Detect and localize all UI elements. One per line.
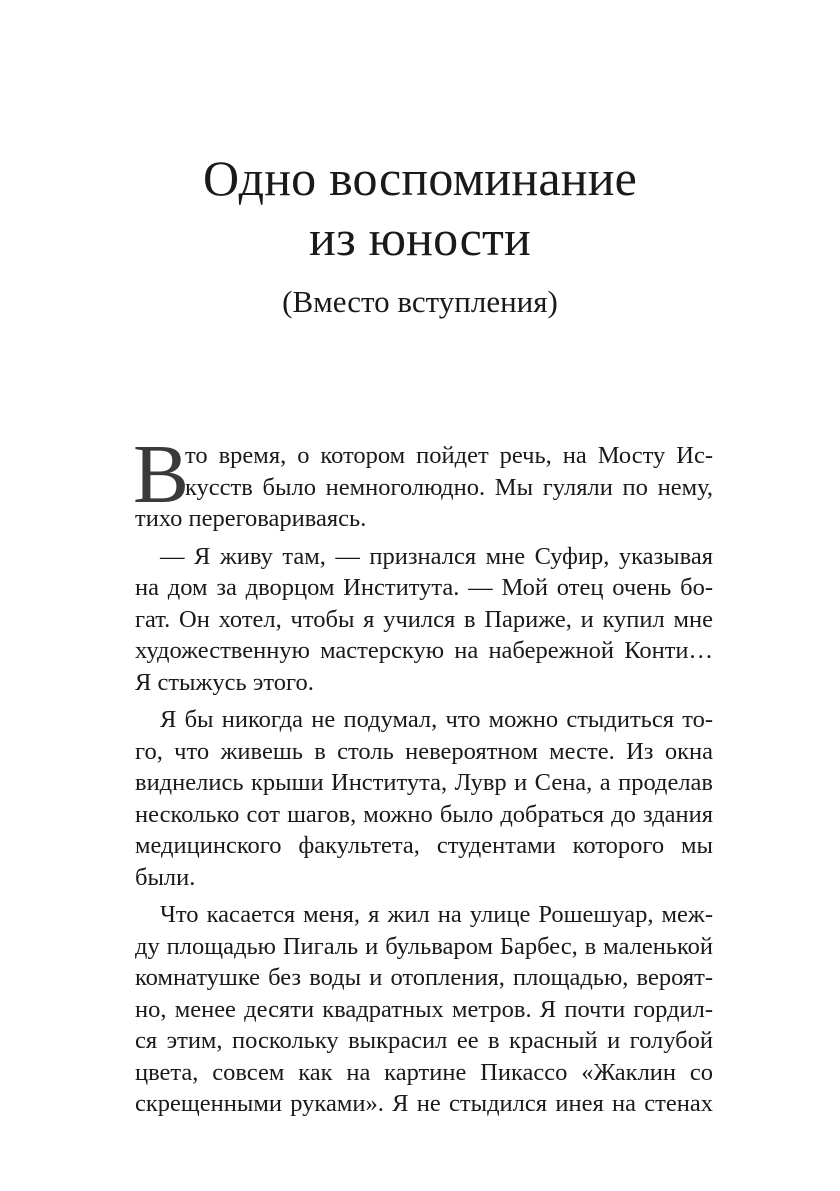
drop-cap: В [133, 428, 190, 521]
text-line: Что касается меня, я жил на улице Рошешуар, меж- [160, 901, 713, 928]
chapter-title-line-2: из юности [309, 210, 531, 266]
chapter-title-line-1: Одно воспоминание [202, 150, 638, 206]
text-line: Я стыжусь этого. [135, 668, 314, 696]
text-line: гат. Он хотел, чтобы я учился в Париже, и купил мне [135, 605, 713, 633]
text-line: но, менее десяти квадратных метров. Я почти гордил- [135, 995, 713, 1023]
text-line: го, что живешь в столь невероятном месте. Из окна [135, 737, 713, 765]
text-line: — Я живу там, — признался мне Суфир, указывая [160, 542, 713, 570]
text-line: на дом за дворцом Института. — Мой отец очень бо- [135, 574, 713, 601]
text-line: тихо переговариваясь. [135, 505, 367, 532]
text-line: виднелись крыши Института, Лувр и Сена, а проделав [135, 769, 713, 796]
text-line: ду площадью Пигаль и бульваром Барбес, в маленькой [135, 932, 713, 960]
text-line: ся этим, поскольку выкрасил ее в красный и голубой [135, 1027, 713, 1054]
paragraph-3 [135, 704, 713, 893]
text-line: то время, о котором пойдет речь, на Мосту Ис- [185, 442, 713, 469]
text-line: цвета, совсем как на картине Пикассо «Жаклин со [135, 1058, 713, 1086]
paragraph-2 [135, 541, 713, 699]
text-line: комнатушке без воды и отопления, площадью, вероят- [135, 964, 713, 991]
text-line: несколько сот шагов, можно было добраться до здания [135, 800, 713, 828]
text-line: художественную мастерскую на набережной Конти… [135, 637, 713, 664]
body-text [133, 428, 713, 1120]
chapter-heading [0, 148, 840, 322]
paragraph-4 [135, 899, 713, 1120]
text-line: были. [135, 863, 196, 891]
text-line: кусств было немноголюдно. Мы гуляли по нему, [185, 473, 713, 501]
text-line: Я бы никогда не подумал, что можно стыдиться то- [160, 706, 713, 733]
paragraph-1 [133, 428, 713, 535]
chapter-subtitle: (Вместо вступления) [282, 284, 558, 319]
text-line: скрещенными руками». Я не стыдился инея на стенах [135, 1090, 713, 1117]
text-line: медицинского факультета, студентами которого мы [135, 832, 713, 859]
